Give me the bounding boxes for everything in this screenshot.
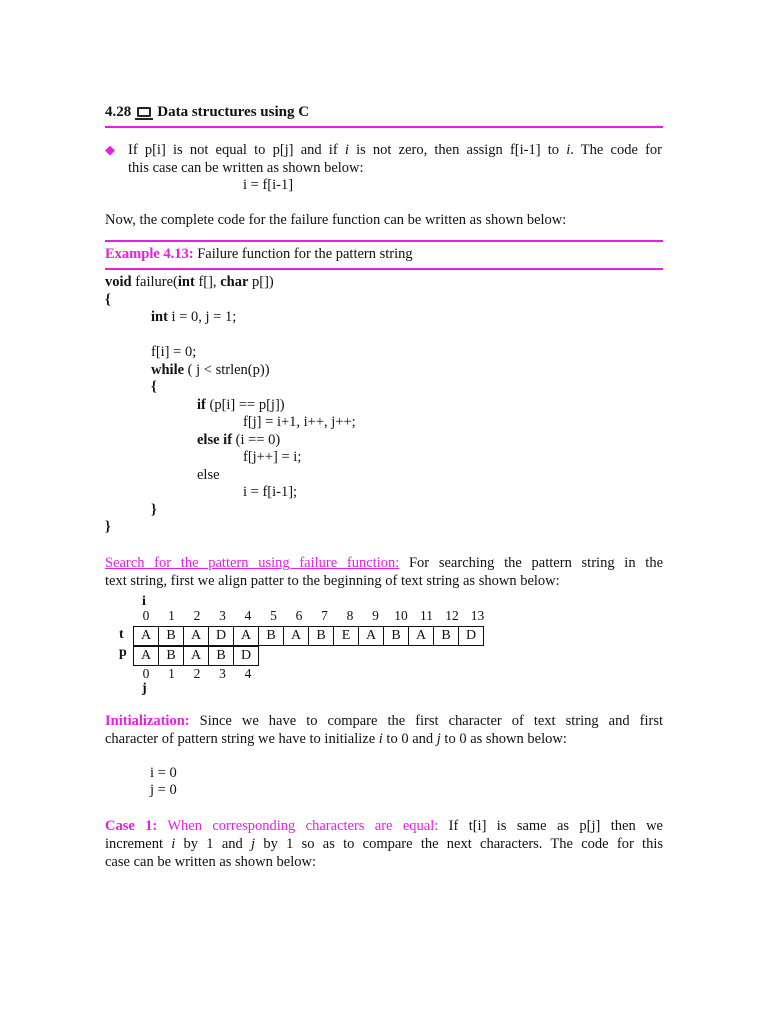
pattern-cell: B — [159, 647, 184, 666]
code-line: { — [105, 291, 111, 308]
case1-paragraph: Case 1: When corresponding characters are equal: If t[i] is same as p[j] then we increment i by 1 and j by 1 so as to compare the next characters. The code for this case can be written as shown below: — [105, 818, 663, 870]
index-label: 11 — [420, 608, 433, 623]
text-cell: E — [334, 627, 359, 646]
init-code-j: j = 0 — [150, 782, 177, 798]
page-header — [105, 104, 309, 121]
text-cell: A — [184, 627, 209, 646]
example-label: Example 4.13: — [105, 246, 194, 262]
text-cell: B — [259, 627, 284, 646]
t-label: t — [119, 627, 124, 642]
code-line-blank — [105, 327, 356, 345]
p-label: p — [119, 645, 127, 660]
code-line: } — [151, 501, 157, 518]
text-cell: D — [209, 627, 234, 646]
laptop-icon — [137, 107, 151, 117]
index-label: 2 — [193, 666, 201, 681]
index-label: 7 — [321, 608, 328, 623]
code-line: f[j] = i+1, i++, j++; — [243, 414, 356, 430]
code-line: } — [105, 519, 111, 535]
pattern-string-cells — [133, 646, 259, 666]
header-rule — [105, 126, 663, 128]
index-label: 1 — [168, 666, 175, 681]
index-label: 10 — [394, 608, 408, 623]
text-cell: A — [234, 627, 259, 646]
index-label: 3 — [219, 666, 226, 681]
page-number: 4.28 — [105, 104, 132, 120]
bullet-paragraph: If p[i] is not equal to p[j] and if i is not zero, then assign f[i-1] to i. The code for this case can be written as shown below: — [128, 142, 663, 176]
index-label: 6 — [295, 608, 303, 623]
index-label: 0 — [142, 666, 150, 681]
code-line: else — [197, 466, 220, 483]
example-text: Failure function for the pattern string — [193, 246, 413, 262]
search-heading: Search for the pattern using failure function: — [105, 555, 400, 571]
pattern-cell: A — [184, 647, 209, 666]
index-label: 1 — [168, 608, 175, 623]
index-label: 4 — [244, 608, 252, 623]
init-label: Initialization: — [105, 713, 190, 729]
text-cell: B — [159, 627, 184, 646]
example-rule-top — [105, 240, 663, 242]
text-cell: D — [459, 627, 484, 646]
example-caption — [105, 246, 413, 263]
case1-label: Case 1: — [105, 818, 158, 834]
index-label: 3 — [219, 608, 226, 623]
index-label: 0 — [142, 608, 150, 623]
pattern-cell: B — [209, 647, 234, 666]
text-cell: A — [409, 627, 434, 646]
text-string-cells — [133, 626, 484, 646]
text-cell: A — [359, 627, 384, 646]
index-label: 2 — [193, 608, 201, 623]
code-block — [105, 274, 356, 537]
text-indices — [133, 608, 513, 626]
pattern-cell: D — [234, 647, 259, 666]
i-pointer-label: i — [142, 594, 146, 609]
index-label: 9 — [372, 608, 379, 623]
code-line: f[i] = 0; — [151, 344, 197, 360]
text-cell: A — [134, 627, 159, 646]
code-line: int i = 0, j = 1; — [151, 309, 237, 325]
paragraph-complete-code: Now, the complete code for the failure function can be written as shown below: — [105, 212, 567, 228]
bullet-code: i = f[i-1] — [243, 177, 294, 193]
index-label: 12 — [445, 608, 459, 623]
index-label: 13 — [470, 608, 485, 623]
diamond-bullet-icon: ◆ — [105, 142, 115, 157]
search-paragraph: Search for the pattern using failure function: For searching the pattern string in the text string, first we align patter to the beginning of text string as shown below: — [105, 555, 663, 589]
index-label: 4 — [244, 666, 252, 681]
index-label: 5 — [270, 608, 277, 623]
example-rule-bottom — [105, 268, 663, 270]
text-cell: B — [309, 627, 334, 646]
index-label: 8 — [346, 608, 354, 623]
init-code-i: i = 0 — [150, 765, 177, 781]
text-cell: A — [284, 627, 309, 646]
pattern-cell: A — [134, 647, 159, 666]
case1-subheading: When corresponding characters are equal: — [157, 818, 439, 834]
text-cell: B — [434, 627, 459, 646]
init-paragraph: Initialization: Since we have to compare the first character of text string and first character of pattern string we have to initialize i to 0 and j to 0 as shown below: — [105, 713, 663, 747]
pattern-indices — [133, 666, 273, 684]
chapter-title: Data structures using C — [157, 104, 310, 120]
code-line: i = f[i-1]; — [243, 484, 298, 500]
code-line: { — [151, 379, 157, 395]
code-line: else if (i == 0) — [197, 431, 281, 448]
code-line: while ( j < strlen(p)) — [151, 361, 270, 378]
code-line: if (p[i] == p[j]) — [197, 396, 285, 413]
text-cell: B — [384, 627, 409, 646]
code-line: f[j++] = i; — [243, 449, 302, 465]
code-line: void failure(int f[], char p[]) — [105, 274, 274, 290]
j-pointer-label: j — [142, 681, 147, 696]
